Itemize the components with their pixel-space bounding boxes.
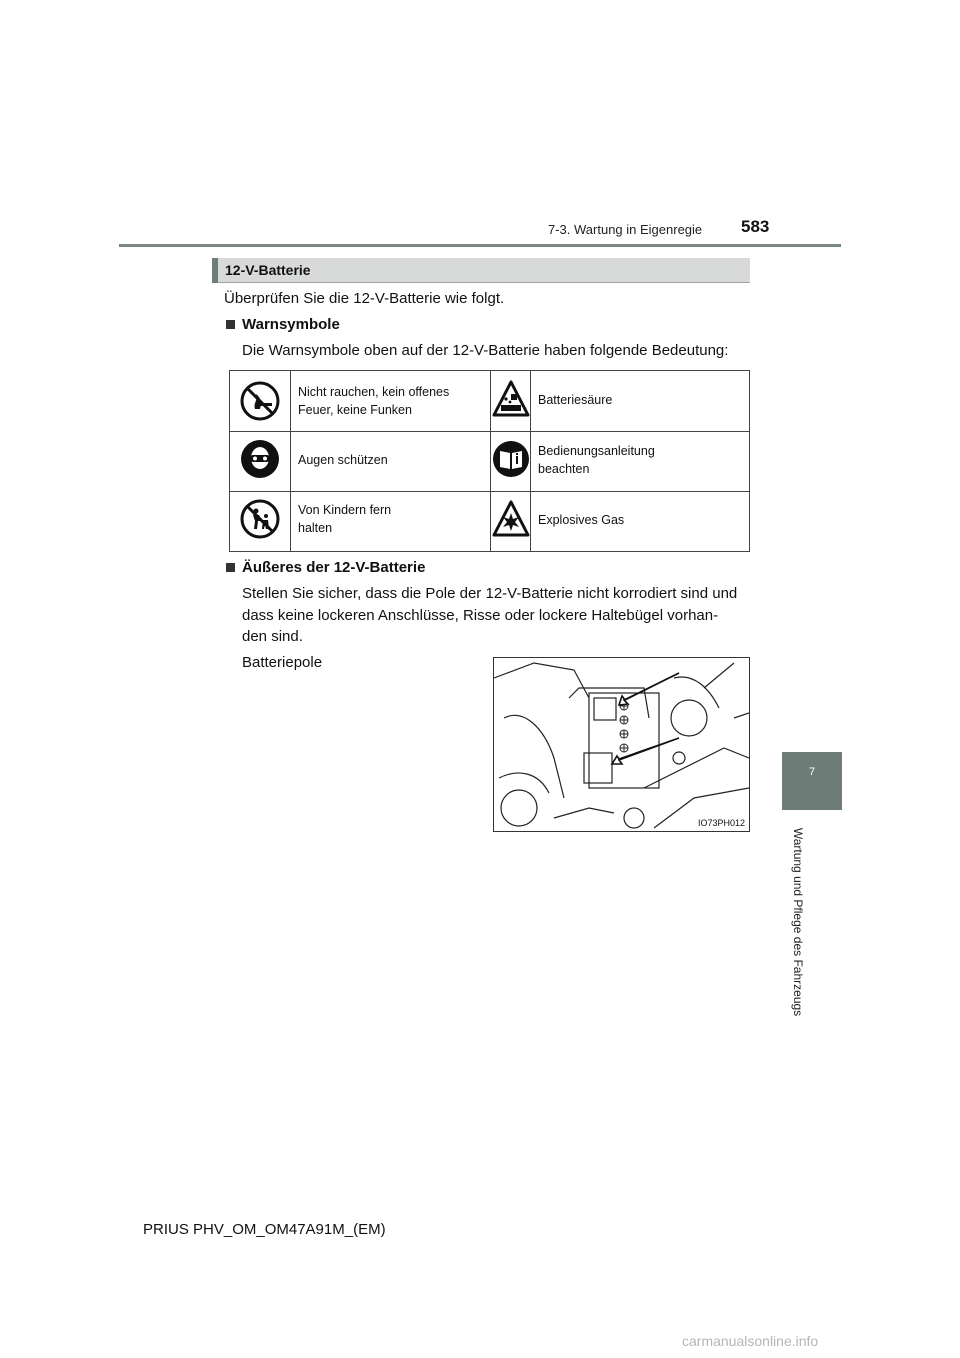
warnings-heading: Warnsymbole	[242, 316, 340, 333]
symbol-label: Von Kindern fern halten	[298, 503, 392, 535]
symbol-label: Nicht rauchen, kein offenes Feuer, keine Funken	[298, 385, 450, 417]
exterior-text-line: dass keine lockeren Anschlüsse, Risse oder lockere Haltebügel vorhan-	[242, 607, 719, 624]
exterior-text-line: den sind.	[242, 628, 303, 645]
section-title: 12-V-Batterie	[225, 262, 311, 278]
exterior-heading: Äußeres der 12-V-Batterie	[242, 559, 426, 576]
section-heading-bar	[212, 258, 218, 283]
table-divider	[230, 491, 749, 492]
header-rule	[119, 244, 841, 247]
table-divider	[230, 431, 749, 432]
header-section-title: 7-3. Wartung in Eigenregie	[548, 222, 703, 237]
document-id: PRIUS PHV_OM_OM47A91M_(EM)	[143, 1221, 386, 1238]
battery-acid-warning-icon	[492, 379, 530, 419]
watermark[interactable]: carmanualsonline.info	[682, 1333, 819, 1349]
keep-away-children-icon	[240, 499, 280, 539]
warnings-text: Die Warnsymbole oben auf der 12-V-Batterie haben folgende Bedeutung:	[242, 342, 729, 359]
no-smoking-no-flame-icon	[240, 381, 280, 421]
bullet-square-icon	[226, 320, 235, 329]
explosive-gas-warning-icon	[492, 499, 530, 539]
bullet-square-icon	[226, 563, 235, 572]
exterior-text-line: Stellen Sie sicher, dass die Pole der 12-V-Batterie nicht korrodiert sind und	[242, 585, 738, 602]
table-divider	[530, 371, 531, 551]
warning-symbol-table	[229, 370, 750, 552]
symbol-label: Batteriesäure	[538, 393, 613, 407]
page-number: 583	[741, 217, 770, 236]
intro-text: Überprüfen Sie die 12-V-Batterie wie folgt.	[224, 290, 505, 307]
symbol-label: Bedienungsanleitung beachten	[538, 444, 655, 476]
table-divider	[290, 371, 291, 551]
read-manual-icon	[492, 439, 530, 479]
symbol-label: Explosives Gas	[538, 513, 625, 527]
battery-terminals-illustration	[493, 657, 750, 832]
figure-caption: Batteriepole	[242, 654, 323, 671]
eye-protection-icon	[240, 439, 280, 479]
figure-code: IO73PH012	[697, 818, 745, 828]
chapter-number: 7	[808, 766, 816, 778]
table-divider	[490, 371, 491, 551]
chapter-tab	[782, 752, 842, 810]
symbol-label: Augen schützen	[298, 453, 388, 467]
section-heading	[212, 258, 750, 283]
chapter-title: Wartung und Pflege des Fahrzeugs	[791, 827, 805, 1017]
